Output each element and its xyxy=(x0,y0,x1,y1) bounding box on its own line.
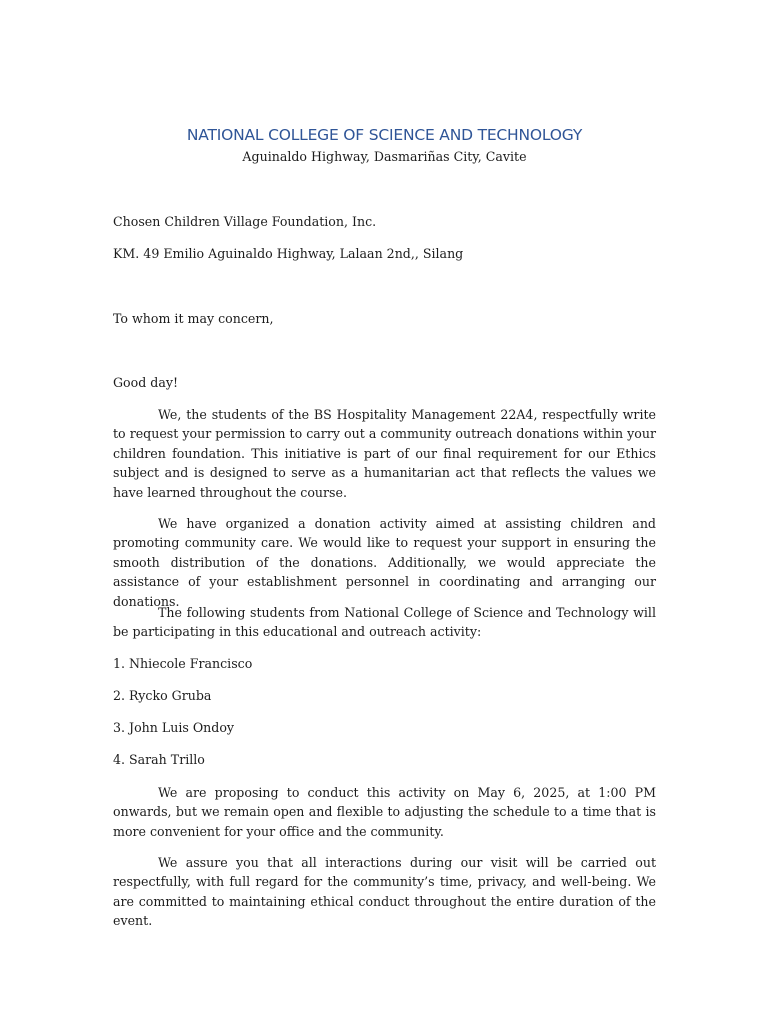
college-name: NATIONAL COLLEGE OF SCIENCE AND TECHNOLOGY xyxy=(186,126,583,144)
salutation: To whom it may concern, xyxy=(113,311,274,326)
student-list-item: 2. Rycko Gruba xyxy=(113,688,212,703)
student-list-item: 1. Nhiecole Francisco xyxy=(113,656,253,671)
recipient-address: KM. 49 Emilio Aguinaldo Highway, Lalaan 2nd,, Silang xyxy=(113,246,464,261)
student-list-item: 4. Sarah Trillo xyxy=(113,752,205,767)
student-list-item: 3. John Luis Ondoy xyxy=(113,720,235,735)
body-paragraph-activity: We have organized a donation activity aimed at assisting children and promoting community care. We would like to request your support in ensuring the smooth distribution of the donations. Additionally, we would appreciate the assistance of your establishment personnel in coordinating and arranging our donations. xyxy=(113,516,656,609)
body-paragraph-assurance: We assure you that all interactions during our visit will be carried out respectfully, with full regard for the community’s time, privacy, and well-being. We are committed to maintaining ethical conduct throughout the entire duration of the event. xyxy=(113,855,656,929)
recipient-name: Chosen Children Village Foundation, Inc. xyxy=(113,214,377,229)
greeting: Good day! xyxy=(113,375,179,390)
college-address: Aguinaldo Highway, Dasmariñas City, Cavite xyxy=(242,149,527,164)
body-paragraph-purpose: We, the students of the BS Hospitality Management 22A4, respectfully write to request your permission to carry out a community outreach donations within your children foundation. This initiative is part of our final requirement for our Ethics subject and is designed to serve as a humanitarian act that reflects the values we have learned throughout the course. xyxy=(113,407,656,500)
body-paragraph-participants: The following students from National College of Science and Technology will be participating in this educational and outreach activity: xyxy=(113,605,656,640)
letterhead xyxy=(113,124,656,167)
body-paragraph-schedule: We are proposing to conduct this activity on May 6, 2025, at 1:00 PM onwards, but we remain open and flexible to adjusting the schedule to a time that is more convenient for your office and the community. xyxy=(113,785,656,839)
letter-page xyxy=(113,0,656,1024)
